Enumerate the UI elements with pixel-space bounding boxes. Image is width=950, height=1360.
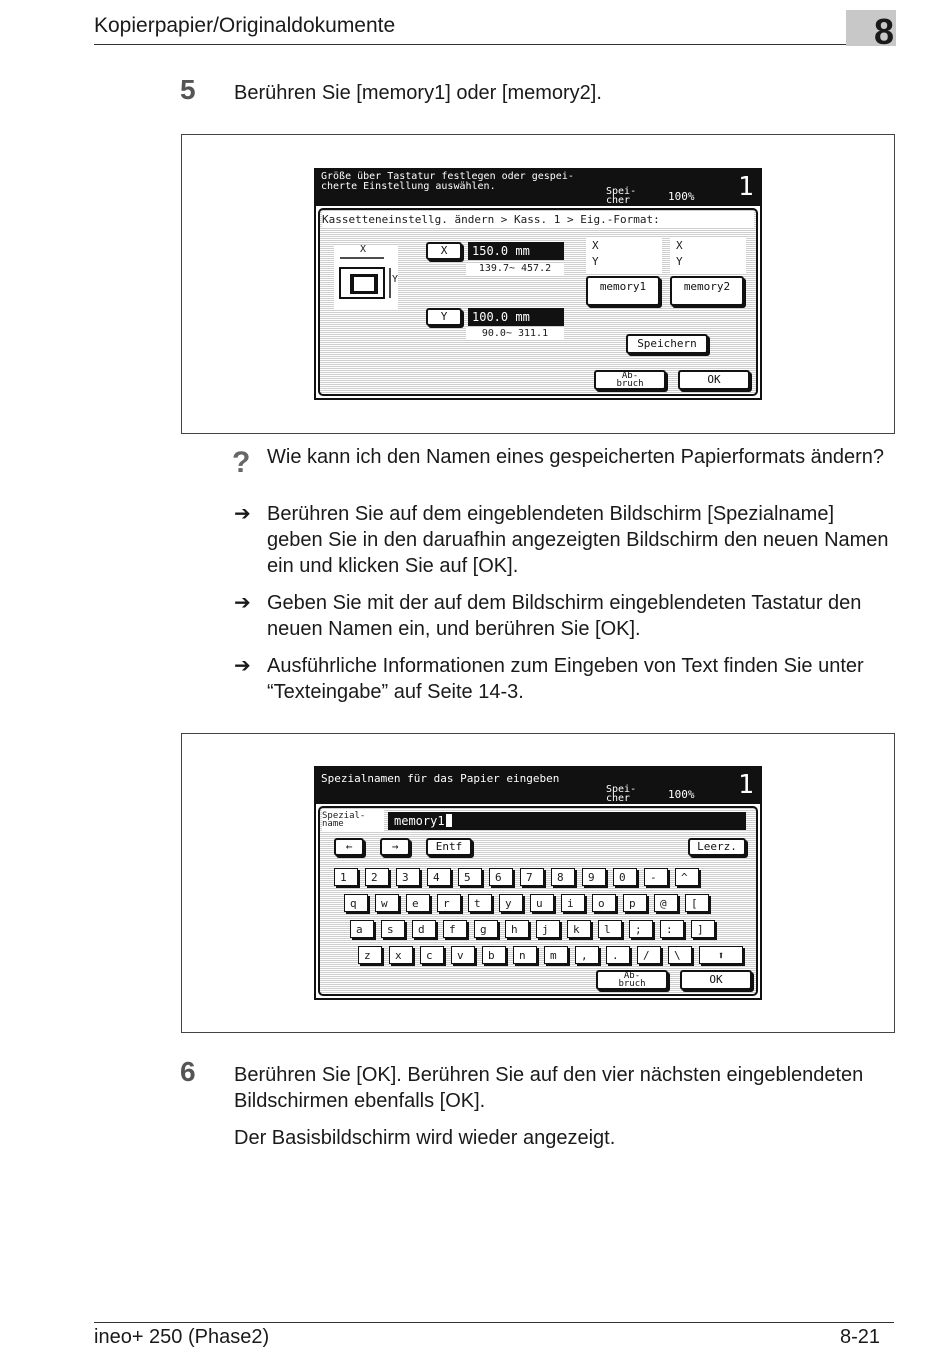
keyboard-key[interactable]: i bbox=[561, 894, 585, 912]
memory2-button[interactable]: memory2 bbox=[670, 276, 744, 306]
keyboard-key[interactable]: n bbox=[513, 946, 537, 964]
cursor-right-button[interactable]: → bbox=[380, 838, 410, 856]
step-6-note: Der Basisbildschirm wird wieder angezeigt. bbox=[234, 1127, 616, 1149]
keyboard-key[interactable]: 4 bbox=[427, 868, 451, 886]
keyboard-key[interactable]: t bbox=[468, 894, 492, 912]
copy-counter: 1 bbox=[738, 770, 754, 800]
keyboard-key[interactable]: z bbox=[358, 946, 382, 964]
diagram-y-label: Y bbox=[392, 274, 399, 285]
footer-rule bbox=[94, 1322, 894, 1323]
keyboard-key[interactable]: y bbox=[499, 894, 523, 912]
keyboard-key[interactable]: g bbox=[474, 920, 498, 938]
text-cursor bbox=[446, 814, 452, 827]
cursor-left-button[interactable]: ← bbox=[334, 838, 364, 856]
keyboard-key[interactable]: ⬆ bbox=[699, 946, 743, 964]
ok-button[interactable]: OK bbox=[678, 370, 750, 390]
memory-label: Spei- cher bbox=[606, 186, 637, 206]
keyboard-key[interactable]: f bbox=[443, 920, 467, 938]
keyboard-key[interactable]: q bbox=[344, 894, 368, 912]
y-value-field[interactable]: 100.0 mm bbox=[468, 308, 564, 326]
keyboard-key[interactable]: ^ bbox=[675, 868, 699, 886]
keyboard-key[interactable]: \ bbox=[668, 946, 692, 964]
tip-answer-3: Ausführliche Informationen zum Eingeben von Text finden Sie unter “Texteingabe” auf Seite 14-3. bbox=[267, 655, 864, 703]
page-number: 8-21 bbox=[840, 1326, 881, 1348]
footer-product: ineo+ 250 (Phase2) bbox=[94, 1326, 270, 1348]
header-rule bbox=[94, 44, 894, 45]
zoom-percent: 100% bbox=[668, 788, 695, 801]
tip-question: Wie kann ich den Namen eines gespeicherten Papierformats ändern? bbox=[267, 446, 885, 468]
keyboard-key[interactable]: 5 bbox=[458, 868, 482, 886]
running-header: Kopierpapier/Originaldokumente bbox=[94, 14, 396, 37]
name-label: Spezial- name bbox=[322, 810, 384, 832]
keyboard-key[interactable]: 9 bbox=[582, 868, 606, 886]
step-number-6: 6 bbox=[180, 1056, 196, 1087]
keyboard-key[interactable]: b bbox=[482, 946, 506, 964]
chapter-number: 8 bbox=[873, 11, 894, 52]
keyboard-key[interactable]: x bbox=[389, 946, 413, 964]
keyboard-key[interactable]: 1 bbox=[334, 868, 358, 886]
keyboard-key[interactable]: 8 bbox=[551, 868, 575, 886]
diagram-x-label: X bbox=[360, 244, 367, 255]
keyboard-key[interactable]: e bbox=[406, 894, 430, 912]
keyboard-key[interactable]: v bbox=[451, 946, 475, 964]
zoom-percent: 100% bbox=[668, 190, 695, 203]
keyboard-key[interactable]: @ bbox=[654, 894, 678, 912]
keyboard-key[interactable]: 7 bbox=[520, 868, 544, 886]
keyboard-key[interactable]: w bbox=[375, 894, 399, 912]
breadcrumb: Kassetteneinstellg. ändern > Kass. 1 > Eig.-Format: bbox=[322, 212, 754, 227]
keyboard-key[interactable]: m bbox=[544, 946, 568, 964]
step-number-5: 5 bbox=[180, 74, 196, 105]
memory1-values: X Y bbox=[586, 238, 662, 274]
arrow-icon: ➔ bbox=[234, 655, 251, 677]
keyboard-key[interactable]: c bbox=[420, 946, 444, 964]
question-icon: ? bbox=[232, 446, 251, 479]
x-dimension-button[interactable]: X bbox=[426, 242, 462, 260]
keyboard-key[interactable]: u bbox=[530, 894, 554, 912]
memory1-button[interactable]: memory1 bbox=[586, 276, 660, 306]
name-input[interactable]: memory1 bbox=[388, 812, 746, 830]
keyboard-key[interactable]: : bbox=[660, 920, 684, 938]
step-5-text: Berühren Sie [memory1] oder [memory2]. bbox=[234, 82, 602, 104]
keyboard-key[interactable]: 3 bbox=[396, 868, 420, 886]
settings-panel bbox=[318, 208, 758, 396]
keyboard-key[interactable]: , bbox=[575, 946, 599, 964]
lcd-screen-paper-size bbox=[314, 168, 762, 400]
arrow-icon: ➔ bbox=[234, 503, 251, 525]
paper-size-diagram-icon bbox=[334, 246, 398, 310]
cancel-button[interactable]: Ab- bruch bbox=[596, 970, 668, 990]
delete-button[interactable]: Entf bbox=[426, 838, 472, 856]
keyboard-key[interactable]: l bbox=[598, 920, 622, 938]
keyboard-key[interactable]: d bbox=[412, 920, 436, 938]
keyboard-key[interactable]: / bbox=[637, 946, 661, 964]
keyboard-key[interactable]: - bbox=[644, 868, 668, 886]
save-button[interactable]: Speichern bbox=[626, 334, 708, 354]
step-6-text: Berühren Sie [OK]. Berühren Sie auf den vier nächsten eingeblendeten Bildschirmen ebenfalls [OK]. bbox=[234, 1064, 864, 1112]
keyboard-key[interactable]: s bbox=[381, 920, 405, 938]
lcd-message: Spezialnamen für das Papier eingeben bbox=[321, 772, 560, 785]
arrow-icon: ➔ bbox=[234, 592, 251, 614]
x-range: 139.7~ 457.2 bbox=[466, 263, 564, 275]
lcd-message: Größe über Tastatur festlegen oder gespei- cherte Einstellung auswählen. bbox=[321, 171, 574, 192]
tip-answer-2: Geben Sie mit der auf dem Bildschirm eingeblendeten Tastatur den neuen Namen ein, und berühren Sie [OK]. bbox=[267, 592, 862, 640]
tip-answer-1: Berühren Sie auf dem eingeblendeten Bildschirm [Spezialname] geben Sie in den daruafhin angezeigten Bildschirm den neuen Namen ein und klicken Sie auf [OK]. bbox=[267, 503, 889, 577]
keyboard-key[interactable]: k bbox=[567, 920, 591, 938]
paper-diagram bbox=[334, 246, 398, 310]
keyboard-key[interactable]: h bbox=[505, 920, 529, 938]
keyboard-key[interactable]: j bbox=[536, 920, 560, 938]
x-value-field[interactable]: 150.0 mm bbox=[468, 242, 564, 260]
keyboard-key[interactable]: 6 bbox=[489, 868, 513, 886]
space-button[interactable]: Leerz. bbox=[688, 838, 746, 856]
keyboard-key[interactable]: ] bbox=[691, 920, 715, 938]
keyboard-key[interactable]: p bbox=[623, 894, 647, 912]
copy-counter: 1 bbox=[738, 172, 754, 202]
keyboard-key[interactable]: r bbox=[437, 894, 461, 912]
ok-button[interactable]: OK bbox=[680, 970, 752, 990]
keyboard-key[interactable]: [ bbox=[685, 894, 709, 912]
y-dimension-button[interactable]: Y bbox=[426, 308, 462, 326]
memory-label: Spei- cher bbox=[606, 784, 637, 804]
keyboard-key[interactable]: a bbox=[350, 920, 374, 938]
keyboard-key[interactable]: 2 bbox=[365, 868, 389, 886]
lcd-screen-name-entry bbox=[314, 766, 762, 1000]
keyboard-key[interactable]: o bbox=[592, 894, 616, 912]
keyboard-key[interactable]: ; bbox=[629, 920, 653, 938]
cancel-button[interactable]: Ab- bruch bbox=[594, 370, 666, 390]
keyboard-key[interactable]: . bbox=[606, 946, 630, 964]
memory2-values: X Y bbox=[670, 238, 746, 274]
keyboard-panel bbox=[318, 806, 758, 996]
y-range: 90.0~ 311.1 bbox=[466, 328, 564, 340]
keyboard-key[interactable]: 0 bbox=[613, 868, 637, 886]
